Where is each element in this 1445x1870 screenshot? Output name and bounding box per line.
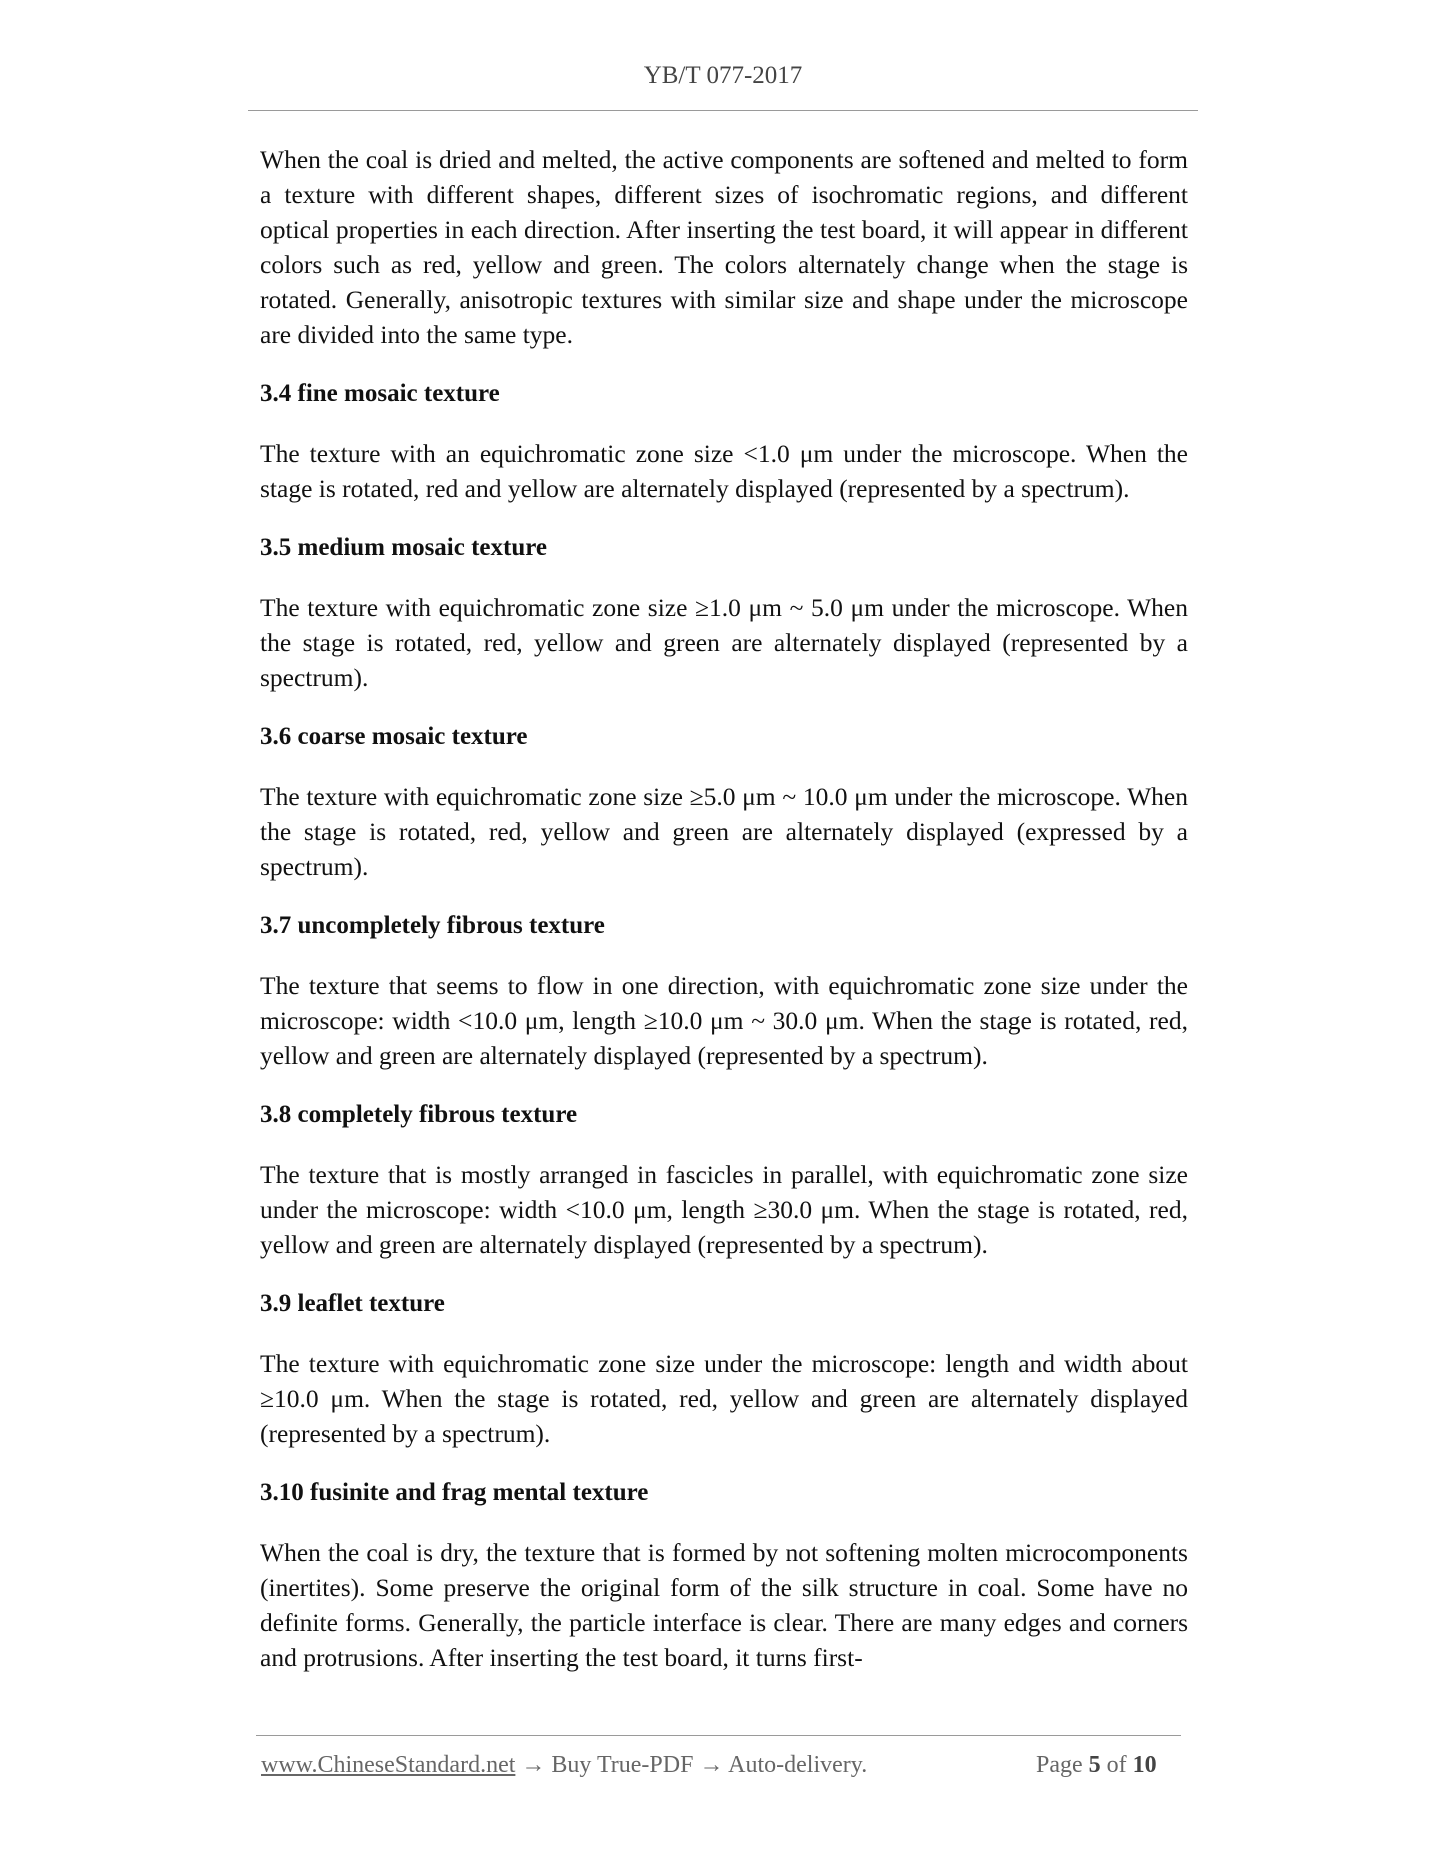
section-body-3-9: The texture with equichromatic zone size under the microscope: length and width about ≥10.0 μm. When the stage is rotated, red, yellow and green are alternately displayed (represented by a spectrum). (260, 1349, 1188, 1448)
section-body-3-6: The texture with equichromatic zone size ≥5.0 μm ~ 10.0 μm under the microscope. When the stage is rotated, red, yellow and green are alternately displayed (expressed by a spectrum). (260, 782, 1188, 881)
section-heading-3-8: 3.8 completely fibrous texture (260, 1101, 578, 1128)
page-label: Page (1036, 1752, 1083, 1778)
page-of-label: of (1106, 1752, 1127, 1778)
section-heading-3-6: 3.6 coarse mosaic texture (260, 723, 528, 750)
section-body-3-5: The texture with equichromatic zone size ≥1.0 μm ~ 5.0 μm under the microscope. When the stage is rotated, red, yellow and green are alternately displayed (represented by a spectrum). (260, 593, 1188, 692)
section-body-3-4: The texture with an equichromatic zone size <1.0 μm under the microscope. When the stage is rotated, red and yellow are alternately displayed (represented by a spectrum). (260, 439, 1188, 503)
page-current-number: 5 (1088, 1752, 1101, 1778)
section-heading-3-7: 3.7 uncompletely fibrous texture (260, 912, 605, 939)
arrow-right-icon: → (699, 1752, 724, 1778)
section-body-3-8: The texture that is mostly arranged in fascicles in parallel, with equichromatic zone size under the microscope: width <10.0 μm, length ≥30.0 μm. When the stage is rotated, red, yellow and green are alternately displayed (represented by a spectrum). (260, 1160, 1188, 1259)
section-heading-3-10: 3.10 fusinite and frag mental texture (260, 1479, 649, 1506)
arrow-right-icon: → (521, 1752, 546, 1778)
intro-paragraph: When the coal is dried and melted, the active components are softened and melted to form a texture with different shapes, different sizes of isochromatic regions, and different optical properties in each direction. After inserting the test board, it will appear in different colors such as red, yellow and green. The colors alternately change when the stage is rotated. Generally, anisotropic textures with similar size and shape under the microscope are divided into the same type. (260, 145, 1188, 349)
section-heading-3-4: 3.4 fine mosaic texture (260, 380, 500, 407)
document-body (260, 142, 1188, 1675)
section-body-3-7: The texture that seems to flow in one direction, with equichromatic zone size under the microscope: width <10.0 μm, length ≥10.0 μm ~ 30.0 μm. When the stage is rotated, red, yellow and green are alternately displayed (represented by a spectrum). (260, 971, 1188, 1070)
section-heading-3-9: 3.9 leaflet texture (260, 1290, 445, 1317)
page-total-number: 10 (1132, 1752, 1157, 1778)
footer-promo (261, 1752, 867, 1779)
footer-divider (256, 1735, 1181, 1736)
section-heading-3-5: 3.5 medium mosaic texture (260, 534, 547, 561)
header-divider (248, 110, 1198, 111)
auto-delivery-text: Auto-delivery. (728, 1752, 868, 1778)
section-body-3-10: When the coal is dry, the texture that is formed by not softening molten microcomponents (inertites). Some preserve the original form of the silk structure in coal. Some have no definite forms. Generally, the particle interface is clear. There are many edges and corners and protrusions. After inserting the test board, it turns first- (260, 1538, 1188, 1672)
document-id-header: YB/T 077-2017 (643, 62, 803, 89)
page-indicator (1036, 1752, 1157, 1779)
website-link[interactable]: www.ChineseStandard.net (261, 1752, 516, 1778)
buy-pdf-text: Buy True-PDF (551, 1752, 694, 1778)
